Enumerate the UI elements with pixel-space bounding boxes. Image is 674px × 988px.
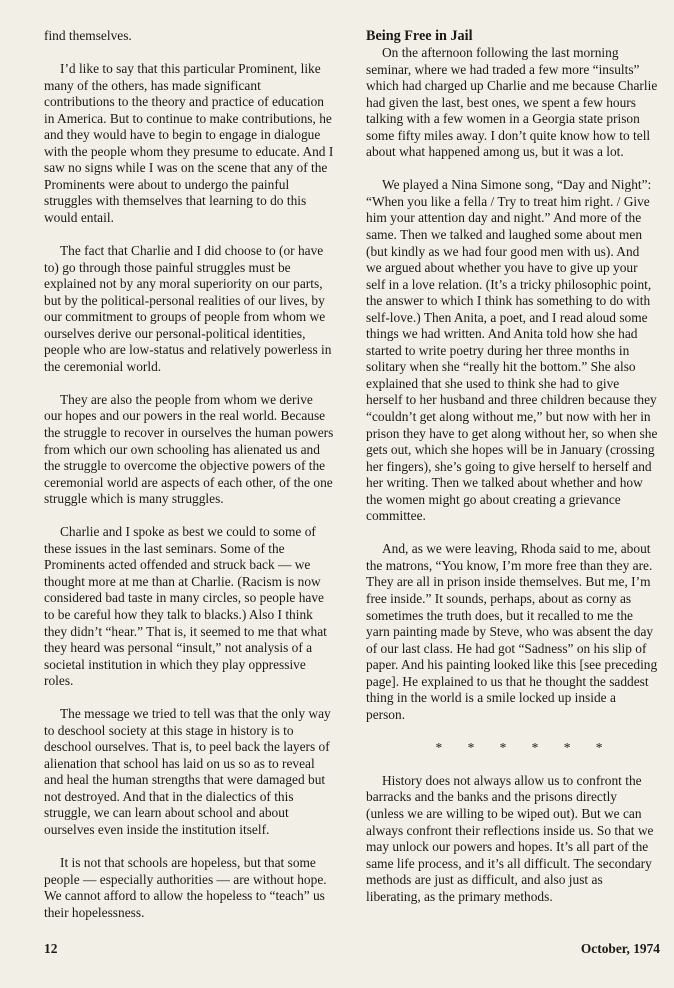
paragraph: Charlie and I spoke as best we could to some of these issues in the last seminars. Some of the Prominents acted offended and struck back — we thought more at me than at Charlie. (Racism is now considered bad taste in many circles, so people have to be careful how they talk to blacks.) Also I think they didn’t “hear.” That is, it seemed to me that what they heard was personal “insult,” not analysis of a societal institution in which they play oppressive roles.: [44, 524, 327, 689]
paragraph: I’d like to say that this particular Prominent, like many of the others, has made significant contributions to the theory and practice of education in America. But to continue to make contributions, he and they would have to begin to engage in dialogue with the people whom they presume to educate. And I saw no signs while I was on the scene that any of the Prominents were about to undergo the painful struggles with themselves that learning to do this would entail.: [44, 61, 334, 225]
paragraph: It is not that schools are hopeless, but that some people — especially authorities — are without hope. We cannot afford to allow the hopeless to “teach” us their hopelessness.: [44, 855, 327, 920]
paragraph: The message we tried to tell was that the only way to deschool society at this stage in history is to deschool ourselves. That is, to peel back the layers of alienation that school has laid on us so as to reveal and heal the human strengths that were damaged but not destroyed. And that in the dialectics of this struggle, we can learn about school and about ourselves even inside the institution itself.: [44, 706, 331, 838]
page-number: 12: [44, 941, 58, 956]
paragraph: The fact that Charlie and I did choose to (or have to) go through those painful struggles must be explained not by any moral superiority on our parts, but by the political-personal realities of our lives, by our commitment to groups of people from whom we ourselves derive our personal-political identities, people who are low-status and relatively powerless in the ceremonial world.: [44, 243, 332, 374]
paragraph: We played a Nina Simone song, “Day and Night”: “When you like a fella / Try to treat him right. / Give him your attention day and night.” And more of the same. Then we talked and laughed some about men (but kindly as we had four good men with us). And we argued about whether you have to give up your self in a love relation. (It’s a tricky philosophic point, the answer to which I think has something to do with self-love.) Then Anita, a poet, and I read aloud some things we had written. And Anita told how she had started to write poetry during her three months in solitary when she “really hit the bottom.” She also explained that she used to think she had to give herself to her husband and three children because they “couldn’t get along without me,” but now with her in prison they have to get along without her, so when she gets out, which she hopes will be in January (crossing her fingers), she’s going to give herself to herself and her writing. Then we talked about whether and how the women might go about creating a grievance committee.: [366, 177, 658, 524]
paragraph: On the afternoon following the last morning seminar, where we had traded a few more “insults” which had charged up Charlie and me because Charlie had given the last, best ones, we spent a few hours talking with a few women in a Georgia state prison some fifty miles away. I don’t quite know how to tell about what happened among us, but it was a lot.: [366, 45, 658, 160]
issue-date: October, 1974: [580, 941, 660, 956]
left-column: [44, 28, 334, 938]
section-separator: * * * * * *: [435, 739, 603, 755]
paragraph: History does not always allow us to confront the barracks and the banks and the prisons directly (unless we are willing to be wiped out). But we can always confront their reflections inside us. So that we may unlock our powers and hopes. It’s all part of the same life process, and it’s all difficult. The secondary methods are just as difficult, and also just as liberating, as the primary methods.: [366, 772, 654, 904]
section-heading: Being Free in Jail: [366, 28, 473, 44]
right-column: [366, 28, 658, 922]
paragraph: And, as we were leaving, Rhoda said to me, about the matrons, “You know, I’m more free than they are. They are all in prison inside themselves. But me, I’m free inside.” It sounds, perhaps, about as corny as sometimes the truth does, but it recalled to me the yarn painting made by Steve, who was absent the day of our last class. He had got “Sadness” on his slip of paper. And his painting looked like this [see preceding page]. He explained to us that he thought the saddest thing in the world is a smile locked up inside a person.: [366, 541, 658, 722]
paragraph: find themselves.: [44, 28, 132, 43]
paragraph: They are also the people from whom we derive our hopes and our powers in the real world. Because the struggle to recover in ourselves the human powers from which our own schooling has alienated us and the struggle to overcome the objective powers of the ceremonial world are aspects of each other, of the one struggle which is many struggles.: [44, 391, 334, 507]
